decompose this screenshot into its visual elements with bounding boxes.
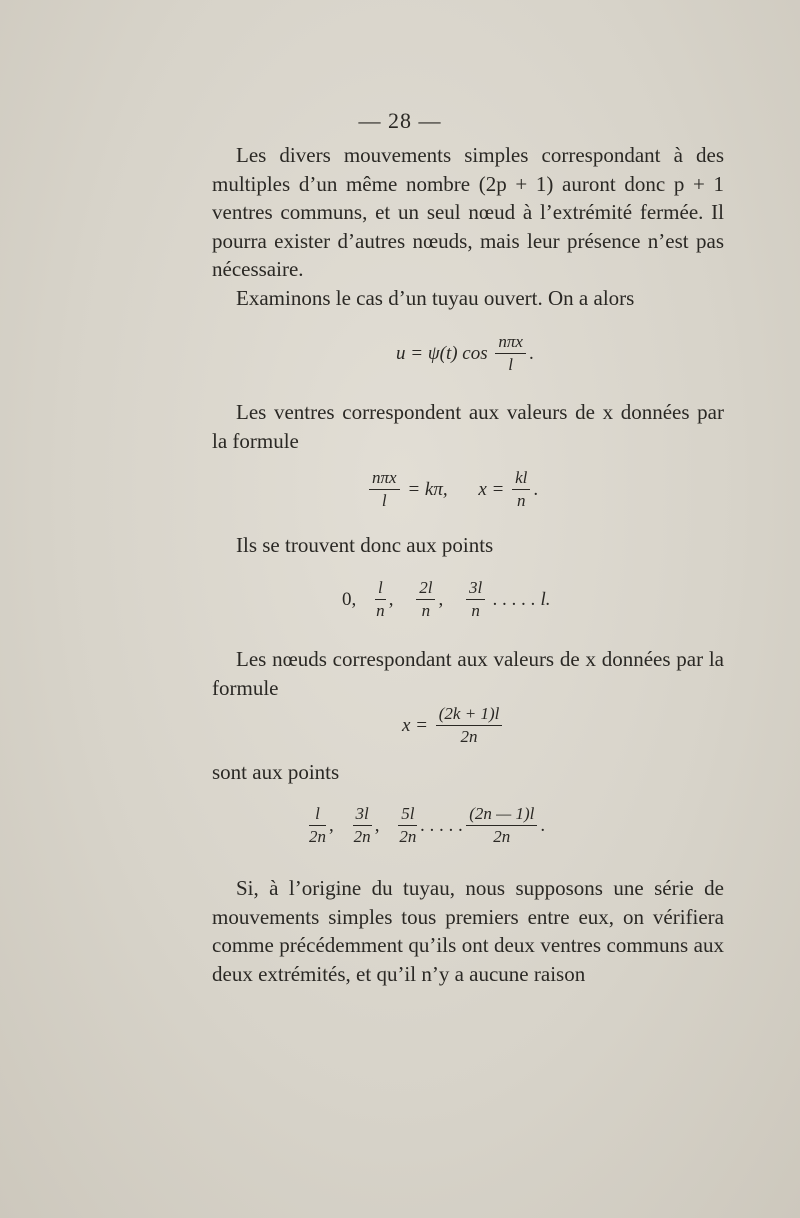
- paragraph-4: Ils se trouvent donc aux points: [236, 533, 494, 557]
- equation-u-fraction: $\frac{\text{nπx}}{l}$: [495, 332, 526, 375]
- equation-noeuds: x = $\frac{(2k + 1)l}{2n}$: [402, 704, 505, 747]
- paragraph-3: Les ventres correspondent aux valeurs de x données par la formule: [212, 400, 724, 453]
- paragraph-2: Examinons le cas d’un tuyau ouvert. On a alors: [236, 286, 635, 310]
- page-number: — 28 —: [358, 108, 442, 133]
- equation-noeud-points: $\frac{l}{2n}$ , $\frac{3l}{2n}$ , $\frac{5l}{2n}$ . . . . . $\frac{(2n — 1)l}{2n}$ .: [309, 804, 546, 846]
- equation-u: u = ψ(t) cos $\frac{\text{nπx}}{l}$ .: [396, 332, 534, 374]
- equation-ventres: $\frac{\text{nπx}}{l}$ = kπ, x = $\frac{kl}{n}$ .: [366, 468, 538, 511]
- paragraph-6: sont aux points: [212, 760, 340, 784]
- paragraph-1: Les divers mouvements simples correspondant à des multiples d’un même nombre (2p + 1) auront donc p + 1 ventres communs, et un seul nœud à l’extrémité fermée. Il pourra exister d’autres nœuds, mais leur présence n’est pas nécessaire.: [212, 143, 724, 282]
- equation-ventre-points: 0, $\frac{l}{n}$ , $\frac{2l}{n}$ , $\frac{3l}{n}$ . . . . . l.: [342, 578, 551, 620]
- equation-u-lhs: u = ψ(t) cos: [396, 342, 488, 364]
- paragraph-5: Les nœuds correspondant aux valeurs de x données par la formule: [212, 647, 724, 700]
- paragraph-7: Si, à l’origine du tuyau, nous supposons une série de mouvements simples tous premiers entre eux, on vérifiera comme précédemment qu’ils ont deux ventres communs aux deux extrémités, et qu’il n’y a aucune raison: [212, 876, 724, 986]
